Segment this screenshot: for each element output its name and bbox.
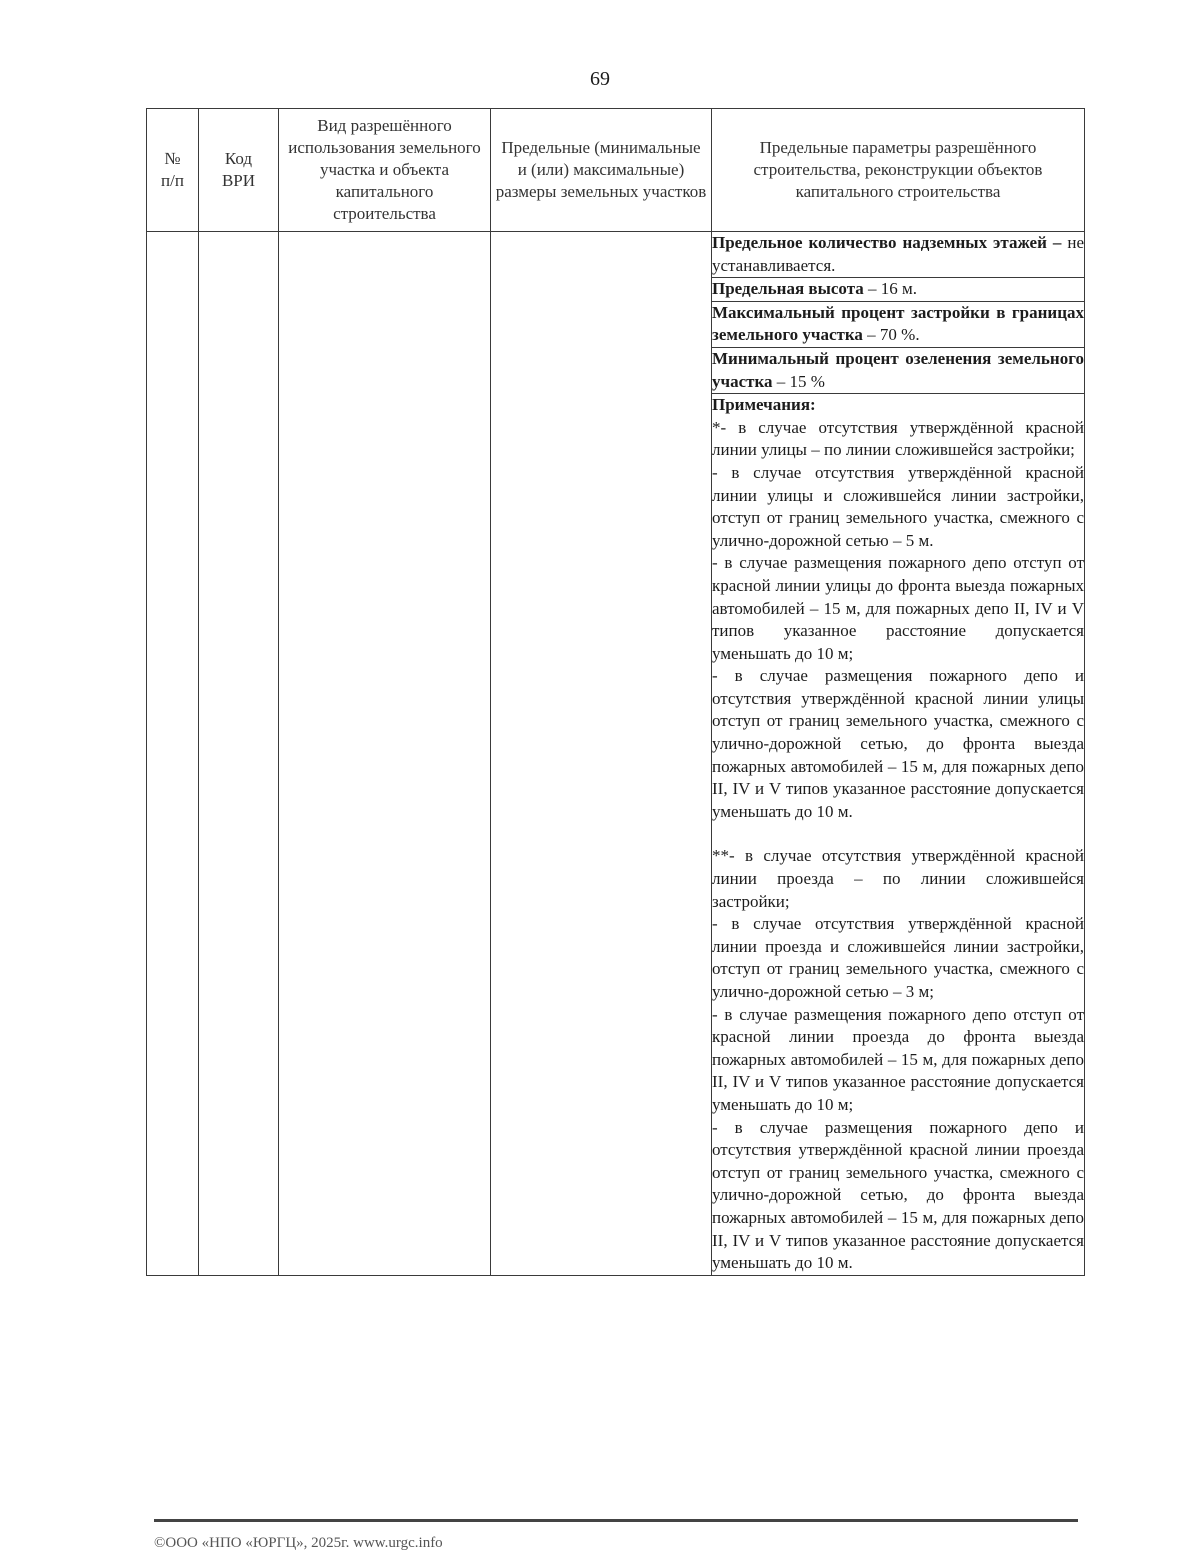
header-number: № п/п <box>147 109 199 232</box>
note-paragraph: - в случае отсутствия утверждённой красной линии проезда и сложившейся линии застройки, отступ от границ земельного участка, смежного с улично-дорожной сетью – 3 м; <box>712 914 1084 1001</box>
note-paragraph: **- в случае отсутствия утверждённой красной линии проезда – по линии сложившейся застройки; <box>712 846 1084 911</box>
param-height: Предельная высота – 16 м. <box>712 278 1085 302</box>
table-header-row <box>147 109 1085 232</box>
empty-cell-code <box>199 232 279 1276</box>
header-usage-type: Вид разрешённого использования земельного участка и объекта капитального строительства <box>279 109 491 232</box>
notes-cell <box>712 394 1085 1276</box>
empty-cell-sizes <box>491 232 712 1276</box>
param-floors: Предельное количество надземных этажей – не устанавливается. <box>712 232 1085 278</box>
note-paragraph: - в случае размещения пожарного депо и отсутствия утверждённой красной линии улицы отступ от границ земельного участка, смежного с улично-дорожной сетью, до фронта выезда пожарных автомобилей – 15 м, для пожарных депо II, IV и V типов указанное расстояние допускается уменьшать до 10 м. <box>712 666 1084 821</box>
note-paragraph: *- в случае отсутствия утверждённой красной линии улицы – по линии сложившейся застройки; <box>712 417 1084 460</box>
param-row <box>147 232 1085 278</box>
page-number: 69 <box>590 68 610 90</box>
footer-copyright: ©ООО «НПО «ЮРГЦ», 2025г. www.urgc.info <box>154 1535 443 1551</box>
empty-cell-usage <box>279 232 491 1276</box>
note-paragraph: - в случае отсутствия утверждённой красной линии улицы и сложившейся линии застройки, отступ от границ земельного участка, смежного с улично-дорожной сетью – 5 м. <box>712 462 1084 550</box>
note-paragraph: - в случае размещения пожарного депо отступ от красной линии улицы до фронта выезда пожарных автомобилей – 15 м, для пожарных депо II, IV и V типов указанное расстояние допускается уменьшать до 10 м; <box>712 553 1084 663</box>
note-paragraph: - в случае размещения пожарного депо отступ от красной линии проезда до фронта выезда пожарных автомобилей – 15 м, для пожарных депо II, IV и V типов указанное расстояние допускается уменьшать до 10 м; <box>712 1004 1084 1114</box>
empty-cell-number <box>147 232 199 1276</box>
header-build-params: Предельные параметры разрешённого строительства, реконструкции объектов капитального строительства <box>712 109 1085 232</box>
header-code: Код ВРИ <box>199 109 279 232</box>
regulations-table <box>146 108 1085 1276</box>
param-greenery: Минимальный процент озеленения земельного участка – 15 % <box>712 347 1085 393</box>
param-coverage: Максимальный процент застройки в границах земельного участка – 70 %. <box>712 301 1085 347</box>
header-plot-sizes: Предельные (минимальные и (или) максимальные) размеры земельных участков <box>491 109 712 232</box>
footer-divider <box>154 1519 1078 1522</box>
notes-title: Примечания: <box>712 395 816 415</box>
note-paragraph: - в случае размещения пожарного депо и отсутствия утверждённой красной линии проезда отступ от границ земельного участка, смежного с улично-дорожной сетью, до фронта выезда пожарных автомобилей – 15 м, для пожарных депо II, IV и V типов указанное расстояние допускается уменьшать до 10 м. <box>712 1117 1084 1273</box>
